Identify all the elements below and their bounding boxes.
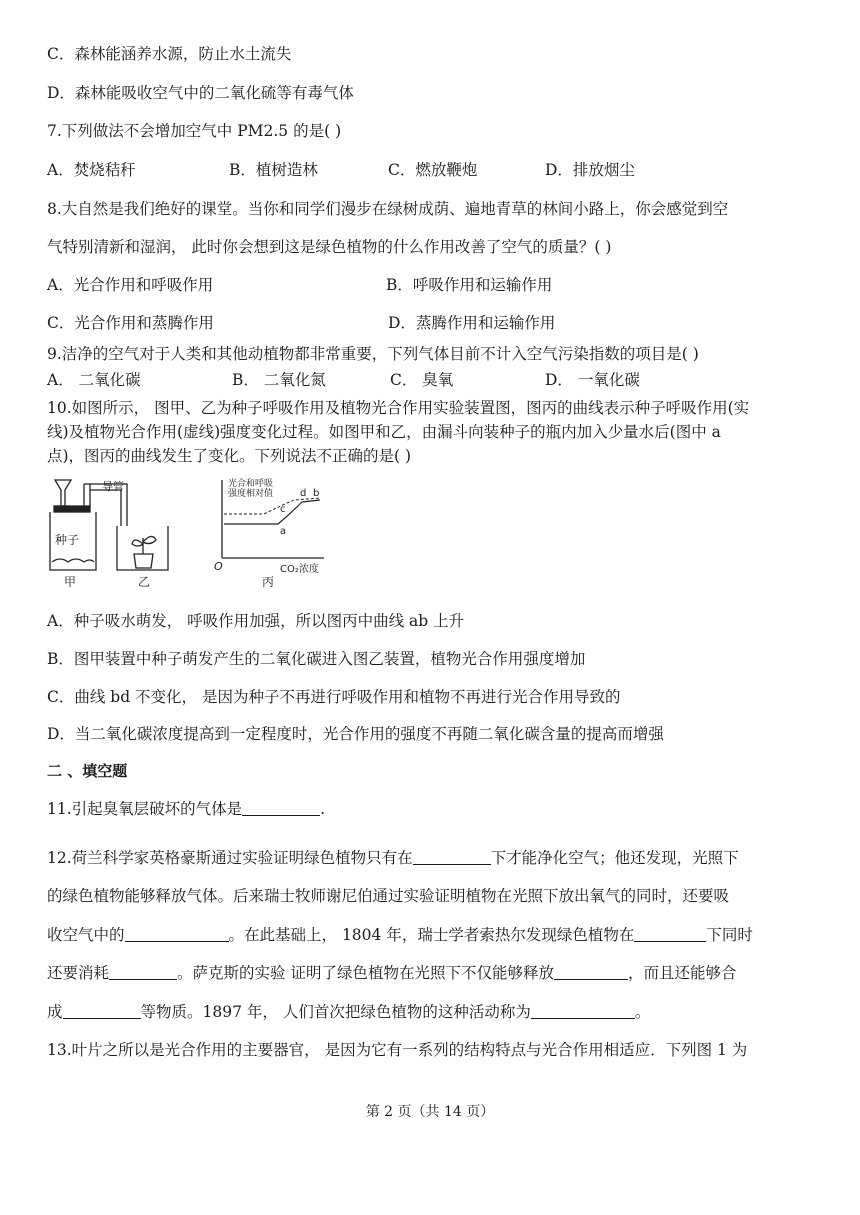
graph-ylabel-1: 光合和呼吸 [228,479,274,489]
q8-stem-line2: 气特别清新和湿润， 此时你会想到这是绿色植物的什么作用改善了空气的质量？( ) [47,238,612,256]
q10-option-c: C．曲线 bd 不变化， 是因为种子不再进行呼吸作用和植物不再进行光合作用导致的 [47,688,621,706]
point-d-label: d [300,488,307,499]
tube-label: 导管 [102,480,124,493]
q12-blank-3[interactable] [634,925,706,942]
q7-option-c: C．燃放鞭炮 [388,161,478,179]
point-c-label: c [280,504,286,515]
q9-option-c: C． 臭氧 [390,371,454,389]
q8-option-a: A．光合作用和呼吸作用 [47,276,214,294]
q7-option-a: A．焚烧秸秆 [47,161,136,179]
q7-option-d: D．排放烟尘 [545,161,635,179]
point-a-label: a [280,526,287,537]
q11-blank[interactable] [242,799,320,816]
seed-label: 种子 [55,533,80,547]
q9-option-d: D． 一氧化碳 [545,371,640,389]
q10-option-b: B．图甲装置中种子萌发产生的二氧化碳进入图乙装置，植物光合作用强度增加 [47,650,586,668]
photosynthesis-curve [224,498,320,514]
label-yi: 乙 [138,575,151,588]
q9-stem: 9.洁净的空气对于人类和其他动植物都非常重要，下列气体目前不计入空气污染指数的项目是( ) [47,345,699,363]
q12-line5-mid: 等物质。1897 年， 人们首次把绿色植物的这种活动称为 [140,1003,531,1021]
q8-option-b: B．呼吸作用和运输作用 [386,276,553,294]
graph-ylabel-2: 强度相对值 [228,489,274,499]
q11 [47,799,325,819]
q12-line5-text: 成 [47,1003,63,1021]
q12-line3-text: 收空气中的 [47,926,125,944]
q8-option-c: C．光合作用和蒸腾作用 [47,314,214,332]
q12-line4-mid: 。萨克斯的实验 证明了绿色植物在光照下不仅能够释放 [177,964,554,982]
q12-line4 [47,963,736,983]
q12-line4-text: 还要消耗 [47,964,110,982]
q12-blank-6[interactable] [63,1002,141,1019]
point-b-label: b [313,488,320,499]
q10-stem-line3: 点)，图丙的曲线发生了变化。下列说法不正确的是( ) [47,447,412,465]
q9-option-b: B． 二氧化氮 [232,371,326,389]
q8-option-d: D．蒸腾作用和运输作用 [388,314,556,332]
q10-figure-svg [40,476,330,588]
q12-blank-1[interactable] [413,848,491,865]
respiration-curve [224,500,320,524]
q12-line2: 的绿色植物能够释放气体。后来瑞士牧师谢尼伯通过实验证明植物在光照下放出氧气的同时，还要吸 [47,887,730,905]
graph-xlabel: CO₂浓度 [280,564,319,575]
q6-option-d: D．森林能吸收空气中的二氧化硫等有毒气体 [47,84,354,102]
label-bing: 丙 [262,575,275,588]
q12-line1-tail: 下才能净化空气；他还发现，光照下 [490,849,739,867]
q10-option-d: D．当二氧化碳浓度提高到一定程度时，光合作用的强度不再随二氧化碳含量的提高而增强 [47,725,664,743]
q12-line3-mid: 。在此基础上， 1804 年，瑞士学者索热尔发现绿色植物在 [228,926,635,944]
seed-bottle-apparatus [50,480,168,570]
q13-stem: 13.叶片之所以是光合作用的主要器官， 是因为它有一系列的结构特点与光合作用相适应．下列图 1 为 [47,1041,748,1059]
q12-line5-tail: 。 [634,1003,651,1021]
q7-stem: 7.下列做法不会增加空气中 PM2.5 的是( ) [47,122,342,140]
graph-origin: O [214,560,223,573]
q10-option-a: A．种子吸水萌发， 呼吸作用加强，所以图丙中曲线 ab 上升 [47,612,465,630]
q12-blank-5[interactable] [554,963,628,980]
q10-stem-line2: 线)及植物光合作用(虚线)强度变化过程。如图甲和乙，由漏斗向装种子的瓶内加入少量水后(图中 a [47,423,721,441]
q11-text: 11.引起臭氧层破坏的气体是 [47,800,243,818]
q12-line3-tail: 下同时 [706,926,753,944]
q10-figure [40,476,330,592]
q12-line4-tail: ，而且还能够合 [627,964,737,982]
q12-line1 [47,848,739,868]
q12-line1-text: 12.荷兰科学家英格豪斯通过实验证明绿色植物只有在 [47,849,413,867]
q12-line5 [47,1002,650,1022]
q12-blank-7[interactable] [531,1002,635,1019]
q6-option-c: C．森林能涵养水源，防止水土流失 [47,45,292,63]
label-jia: 甲 [64,575,77,588]
q10-stem-line1: 10.如图所示， 图甲、乙为种子呼吸作用及植物光合作用实验装置图，图丙的曲线表示种子呼吸作用(实 [47,399,750,417]
q7-option-b: B．植树造林 [229,161,318,179]
q8-stem-line1: 8.大自然是我们绝好的课堂。当你和同学们漫步在绿树成荫、遍地青草的林间小路上，你会感觉到空 [47,200,729,218]
q12-line3 [47,925,753,945]
q9-option-a: A． 二氧化碳 [47,371,141,389]
q12-blank-4[interactable] [109,963,177,980]
page-footer: 第 2 页（共 14 页） [365,1104,495,1120]
q12-blank-2[interactable] [125,925,229,942]
q11-end: . [320,800,326,818]
section-fill-in-title: 二 、填空题 [47,762,128,780]
